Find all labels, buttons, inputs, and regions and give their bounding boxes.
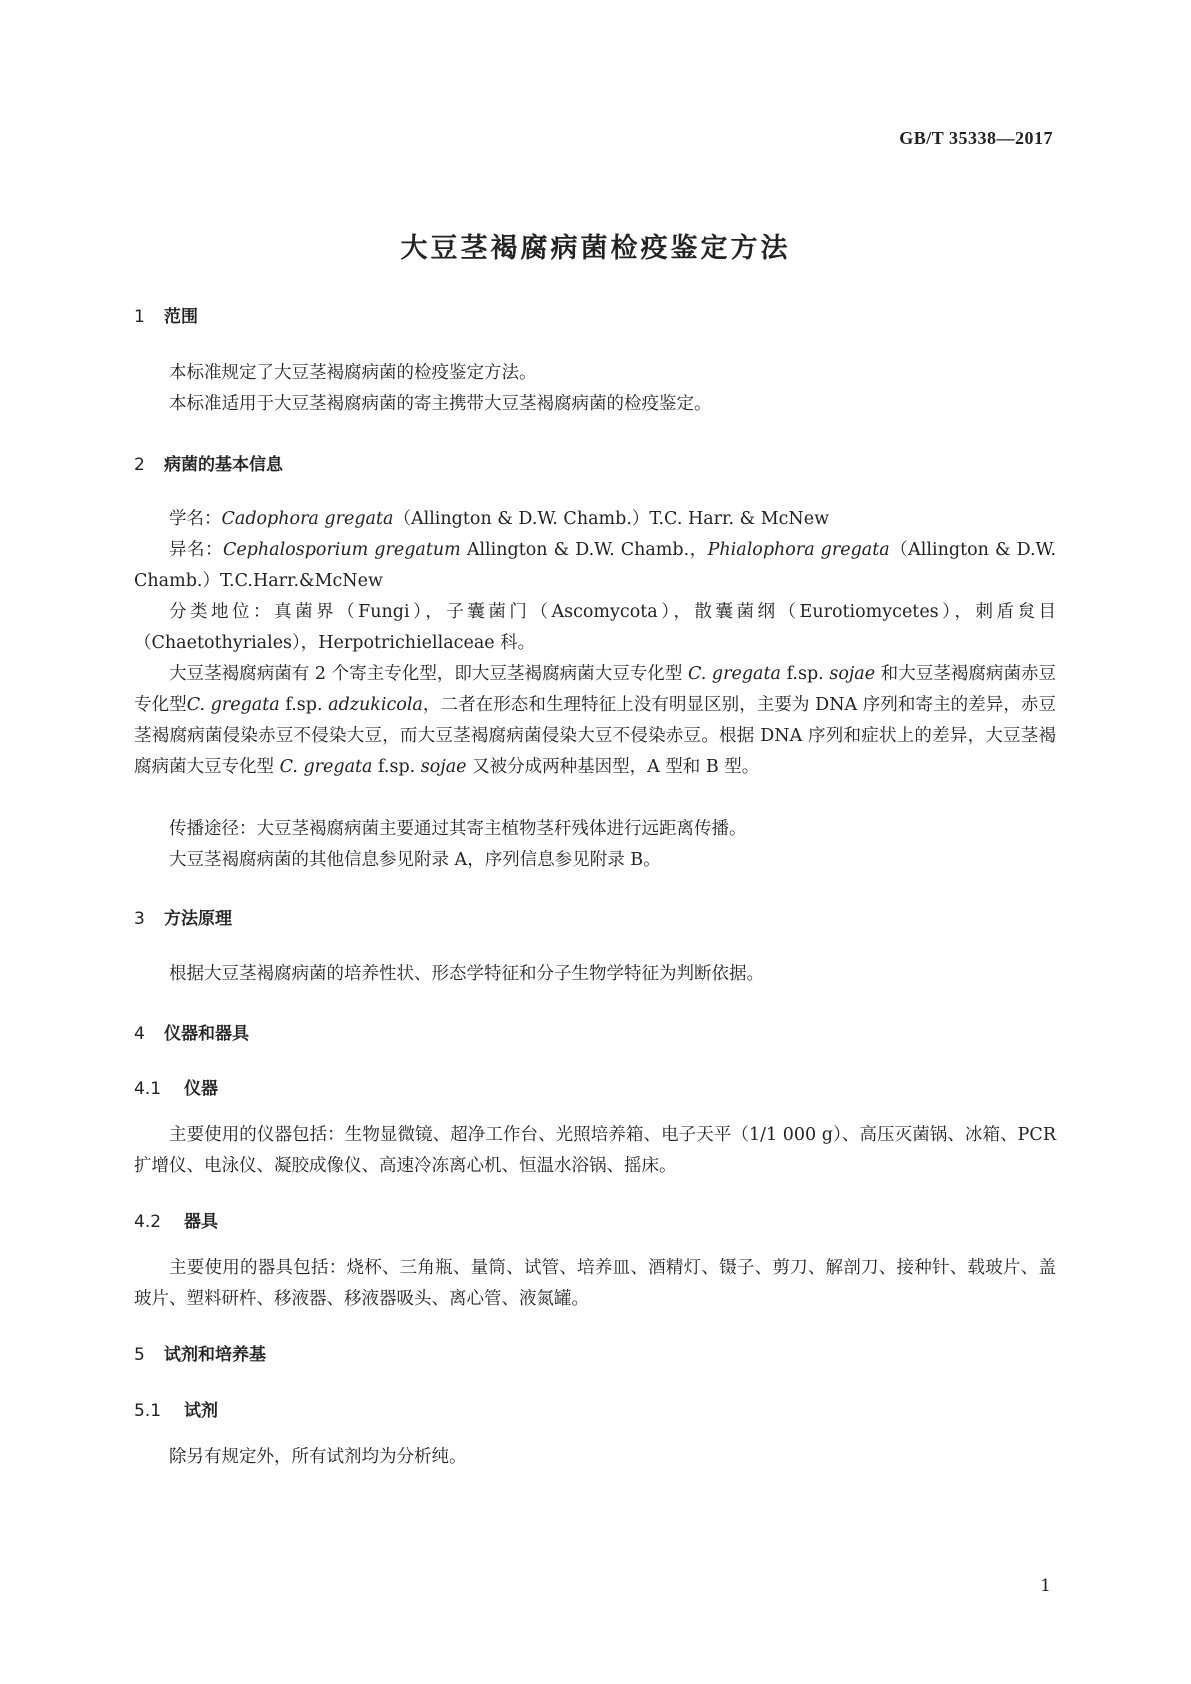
synonym-name: Phialophora gregata [707,540,890,560]
author: Allington & D.W. Chamb.， [460,540,708,560]
label: 学名： [169,509,222,529]
paragraph: 除另有规定外，所有试剂均为分析纯。 [169,1447,467,1467]
section-2-heading [134,450,283,475]
section-number: 5 [134,1345,145,1365]
forma-name: sojae [829,664,876,684]
references-paragraph: 大豆茎褐腐病菌的其他信息参见附录 A，序列信息参见附录 B。 [169,850,661,870]
document-title: 大豆茎褐腐病菌检疫鉴定方法 [400,233,791,264]
paragraph: 主要使用的仪器包括：生物显微镜、超净工作台、光照培养箱、电子天平（1/1 000 g）、高压灭菌锅、冰箱、PCR 扩增仪、电泳仪、凝胶成像仪、高速冷冻离心机、恒温水浴锅、摇床。 [134,1125,1056,1176]
section-number: 4.2 [134,1212,162,1232]
synonym-paragraph [134,535,1056,597]
section-3-heading [134,904,232,929]
text: 大豆茎褐腐病菌有 2 个寄主专化型，即大豆茎褐腐病菌大豆专化型 [169,664,688,684]
transmission-paragraph: 传播途径：大豆茎褐腐病菌主要通过其寄主植物茎秆残体进行远距离传播。 [169,819,747,839]
section-4-heading [134,1019,249,1044]
section-title: 仪器 [184,1079,218,1099]
text: f.sp. [780,664,830,684]
section-number: 2 [134,455,145,475]
synonym-name: Cephalosporium gregatum [222,540,461,560]
author: （Allington & D.W. Chamb.）T.C.Harr.&McNew [134,540,1057,591]
taxonomy-paragraph: 分类地位：真菌界（Fungi），子囊菌门（Ascomycota），散囊菌纲（Eurotiomycetes），刺盾炱目（Chaetothyriales），Herpotrichiellaceae 科。 [134,602,1056,653]
species-name: C. gregata [186,695,280,715]
species-name: C. gregata [279,757,373,777]
section-number: 4.1 [134,1079,162,1099]
section-number: 3 [134,909,145,929]
section-number: 5.1 [134,1401,162,1421]
text: 和大豆茎褐腐病菌赤豆专化型 [134,664,1057,715]
section-5-heading [134,1340,266,1365]
page-number: 1 [1040,1576,1051,1596]
forma-name: adzukicola [328,695,423,715]
paragraph: 根据大豆茎褐腐病菌的培养性状、形态学特征和分子生物学特征为判断依据。 [169,964,764,984]
section-5-1-heading [134,1396,218,1421]
section-4-1-heading [134,1074,218,1099]
section-number: 1 [134,307,145,327]
section-title: 方法原理 [164,909,232,929]
text: f.sp. [372,757,421,777]
section-title: 试剂和培养基 [164,1345,266,1365]
formae-speciales-paragraph [134,659,1056,783]
paragraph: 本标准适用于大豆茎褐腐病菌的寄主携带大豆茎褐腐病菌的检疫鉴定。 [169,394,712,414]
section-title: 器具 [184,1212,218,1232]
section-title: 病菌的基本信息 [164,455,283,475]
paragraph: 本标准规定了大豆茎褐腐病菌的检疫鉴定方法。 [169,363,537,383]
section-title: 试剂 [184,1401,218,1421]
label: 异名： [169,540,223,560]
text: 又被分成两种基因型，A 型和 B 型。 [466,757,760,777]
paragraph: 主要使用的器具包括：烧杯、三角瓶、量筒、试管、培养皿、酒精灯、镊子、剪刀、解剖刀、接种针、载玻片、盖玻片、塑料研杵、移液器、移液器吸头、离心管、液氮罐。 [134,1258,1056,1309]
forma-name: sojae [420,757,467,777]
section-title: 范围 [164,307,198,327]
scientific-name: Cadophora gregata [221,509,394,529]
section-1-heading [134,302,198,327]
author: （Allington & D.W. Chamb.）T.C. Harr. & McNew [393,509,830,529]
standard-code: GB/T 35338—2017 [899,128,1053,148]
text: ，二者在形态和生理特征上没有明显区别，主要为 DNA 序列和寄主的差异，赤豆茎褐腐病菌侵染赤豆不侵染大豆，而大豆茎褐腐病菌侵染大豆不侵染赤豆。根据 DNA 序列和症状上的差异，大豆茎褐腐病菌大豆专化型 [134,695,1056,777]
section-number: 4 [134,1024,145,1044]
section-4-2-heading [134,1207,218,1232]
species-name: C. gregata [688,664,781,684]
scientific-name-paragraph [134,504,1056,535]
section-title: 仪器和器具 [164,1024,249,1044]
text: f.sp. [279,695,329,715]
